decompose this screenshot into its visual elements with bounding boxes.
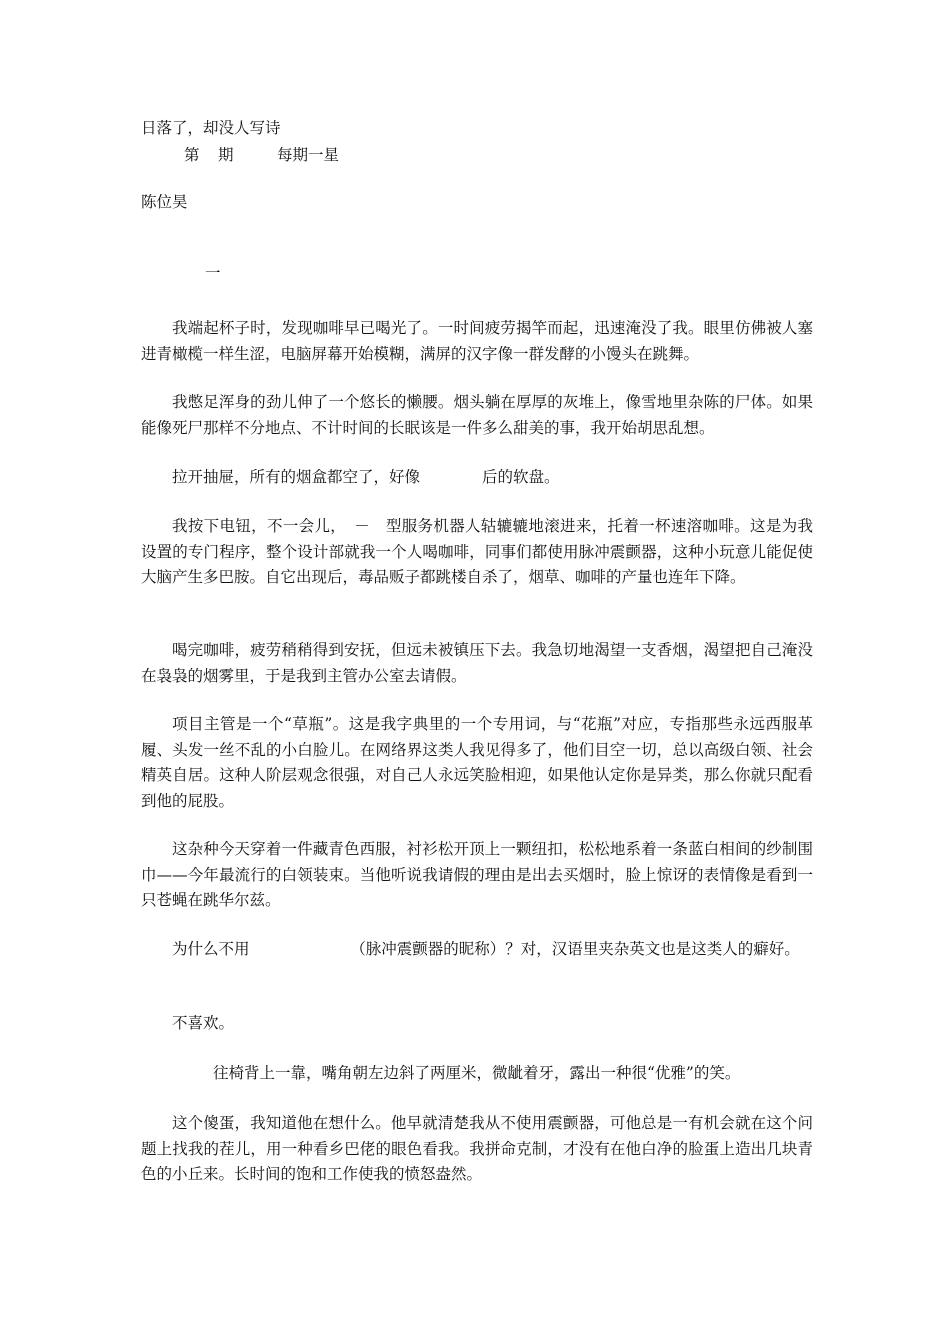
paragraph-3: 拉开抽屉，所有的烟盒都空了，好像 后的软盘。 <box>172 468 560 486</box>
paragraph-2: 我憋足浑身的劲儿伸了一个悠长的懒腰。烟头躺在厚厚的灰堆上，像雪地里杂陈的尸体。如果能像死尸那样不分地点、不计时间的长眠该是一件多么甜美的事，我开始胡思乱想。 <box>141 393 813 437</box>
paragraph-10: 往椅背上一靠，嘴角朝左边斜了两厘米，微龇着牙，露出一种很“优雅”的笑。 <box>213 1064 741 1082</box>
paragraph-1: 我端起杯子时，发现咖啡早已喝光了。一时间疲劳揭竿而起，迅速淹没了我。眼里仿佛被人塞进青橄榄一样生涩，电脑屏幕开始模糊，满屏的汉字像一群发酵的小馒头在跳舞。 <box>141 319 813 363</box>
paragraph-9: 不喜欢。 <box>172 1014 235 1032</box>
document-title: 日落了，却没人写诗 <box>141 119 281 137</box>
author-name: 陈位昊 <box>141 193 188 211</box>
section-number: 一 <box>205 264 221 282</box>
paragraph-6: 项目主管是一个“草瓶”。这是我字典里的一个专用词，与“花瓶”对应，专指那些永远西服革履、头发一丝不乱的小白脸儿。在网络界这类人我见得多了，他们目空一切，总以高级白领、社会精英自居。这种人阶层观念很强，对自己人永远笑脸相迎，如果他认定你是异类，那么你就只配看到他的屁股。 <box>141 715 813 810</box>
paragraph-7: 这杂种今天穿着一件藏青色西服，衬衫松开顶上一颗纽扣，松松地系着一条蓝白相间的纱制围巾——今年最流行的白领装束。当他听说我请假的理由是出去买烟时，脸上惊讶的表情像是看到一只苍蝇在跳华尔兹。 <box>141 840 813 909</box>
paragraph-5: 喝完咖啡，疲劳稍稍得到安抚，但远未被镇压下去。我急切地渴望一支香烟，渴望把自己淹没在袅袅的烟雾里，于是我到主管办公室去请假。 <box>141 641 813 685</box>
issue-weekly-label: 每期一星 <box>277 146 340 164</box>
issue-label-qi: 期 <box>218 146 234 164</box>
paragraph-4: 我按下电钮，不一会儿， － 型服务机器人轱辘辘地滚进来，托着一杯速溶咖啡。这是为我设置的专门程序，整个设计部就我一个人喝咖啡，同事们都使用脉冲震颤器，这种小玩意儿能促使大脑产生多巴胺。自它出现后，毒品贩子都跳楼自杀了，烟草、咖啡的产量也连年下降。 <box>141 517 813 586</box>
issue-label-di: 第 <box>184 146 200 164</box>
paragraph-11: 这个傻蛋，我知道他在想什么。他早就清楚我从不使用震颤器，可他总是一有机会就在这个问题上找我的茬儿，用一种看乡巴佬的眼色看我。我拼命克制，才没有在他白净的脸蛋上造出几块青色的小丘来。长时间的饱和工作使我的愤怒盎然。 <box>141 1114 813 1183</box>
paragraph-8: 为什么不用 （脉冲震颤器的昵称）？对，汉语里夹杂英文也是这类人的癖好。 <box>172 940 800 958</box>
